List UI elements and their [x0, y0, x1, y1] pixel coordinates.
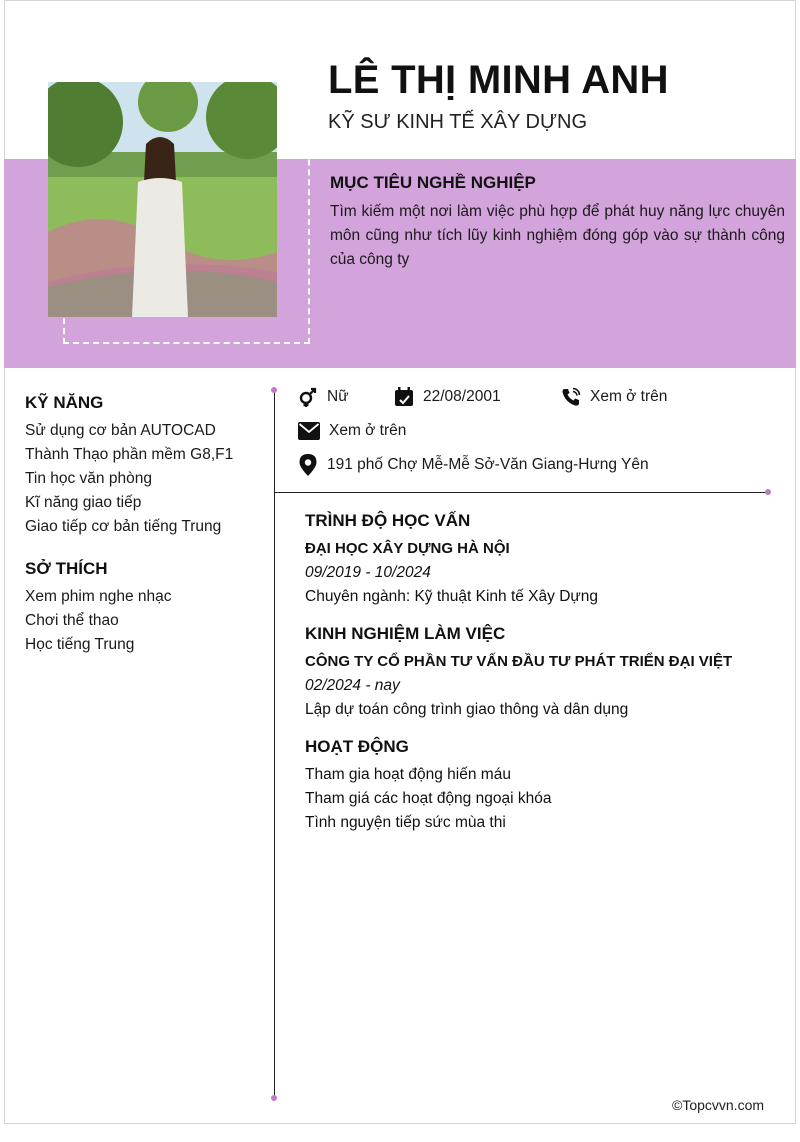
hobby-item: Học tiếng Trung — [25, 636, 135, 653]
email-icon — [297, 420, 321, 442]
address-info — [297, 454, 649, 476]
education-section — [305, 511, 598, 609]
activity-item: Tình nguyện tiếp sức mùa thi — [305, 814, 506, 831]
objective-heading: MỤC TIÊU NGHỀ NGHIỆP — [330, 173, 536, 192]
phone-value: Xem ở trên — [590, 388, 668, 405]
education-major: Chuyên ngành: Kỹ thuật Kinh tế Xây Dựng — [305, 588, 599, 605]
activities-section — [305, 737, 551, 835]
company-name: CÔNG TY CỔ PHẦN TƯ VẤN ĐẦU TƯ PHÁT TRIỂN ĐẠI VIỆT — [305, 653, 733, 670]
skill-item: Tin học văn phòng — [25, 470, 152, 487]
skill-item: Giao tiếp cơ bản tiếng Trung — [25, 518, 222, 535]
skill-item: Thành Thạo phần mềm G8,F1 — [25, 446, 234, 463]
gender-icon — [297, 386, 319, 408]
hobby-item: Chơi thể thao — [25, 612, 119, 629]
location-icon — [297, 454, 319, 476]
school-name: ĐẠI HỌC XÂY DỰNG HÀ NỘI — [305, 540, 510, 557]
footer-credit: ©Topcvvn.com — [672, 1097, 765, 1113]
activities-heading: HOẠT ĐỘNG — [305, 737, 409, 756]
profile-photo — [48, 82, 277, 317]
experience-section — [305, 624, 732, 722]
email-info — [297, 420, 406, 442]
objective-text: Tìm kiếm một nơi làm việc phù hợp để phát huy năng lực chuyên môn cũng như tích lũy kinh nghiệm đóng góp vào sự thành công của công ty — [330, 203, 785, 268]
skill-item: Kĩ năng giao tiếp — [25, 494, 142, 511]
phone-icon — [560, 386, 582, 408]
hobbies-heading: SỞ THÍCH — [25, 559, 108, 578]
job-title: KỸ SƯ KINH TẾ XÂY DỰNG — [328, 111, 588, 133]
gender-value: Nữ — [327, 388, 349, 405]
hobby-item: Xem phim nghe nhạc — [25, 588, 172, 605]
contact-divider — [274, 492, 768, 493]
divider-dot-top — [271, 387, 277, 393]
skill-item: Sử dụng cơ bản AUTOCAD — [25, 422, 216, 439]
address-value: 191 phố Chợ Mễ-Mễ Sở-Văn Giang-Hưng Yên — [327, 456, 649, 473]
contact-divider-dot — [765, 489, 771, 495]
divider-dot-bottom — [271, 1095, 277, 1101]
education-heading: TRÌNH ĐỘ HỌC VẤN — [305, 511, 471, 530]
education-period: 09/2019 - 10/2024 — [305, 564, 431, 581]
activity-item: Tham giá các hoạt động ngoại khóa — [305, 790, 552, 807]
skills-heading: KỸ NĂNG — [25, 393, 104, 412]
gender-info — [297, 386, 349, 408]
candidate-name: LÊ THỊ MINH ANH — [328, 58, 669, 102]
email-value: Xem ở trên — [329, 422, 407, 439]
calendar-icon — [393, 386, 415, 408]
dob-info — [393, 386, 501, 408]
phone-info — [560, 386, 667, 408]
skills-list — [25, 419, 233, 539]
experience-description: Lập dự toán công trình giao thông và dân dụng — [305, 701, 629, 718]
experience-period: 02/2024 - nay — [305, 677, 400, 694]
dob-value: 22/08/2001 — [423, 388, 501, 405]
activity-item: Tham gia hoạt động hiến máu — [305, 766, 511, 783]
experience-heading: KINH NGHIỆM LÀM VIỆC — [305, 624, 506, 643]
hobbies-list — [25, 585, 171, 657]
column-divider — [274, 390, 275, 1098]
